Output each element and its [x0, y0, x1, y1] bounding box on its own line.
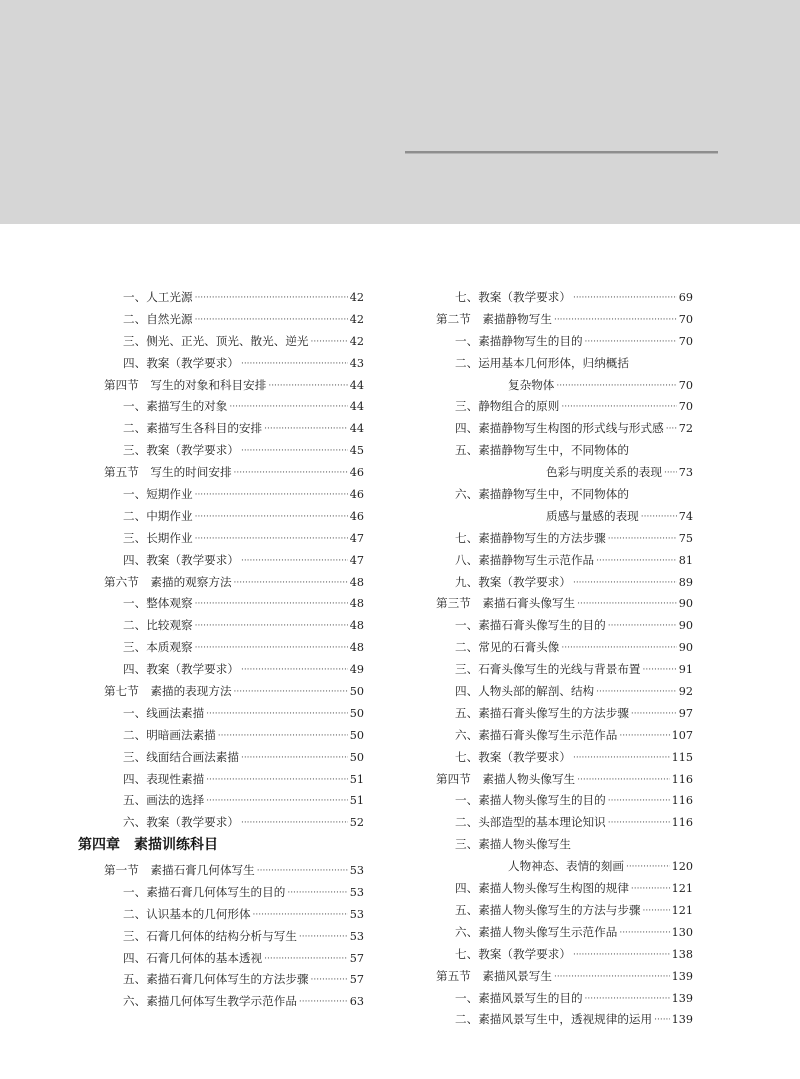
toc-page-number: 46: [349, 509, 364, 523]
dot-leader: [554, 310, 677, 332]
toc-entry-label: 第五节 写生的时间安排: [104, 465, 232, 480]
toc-entry-label: 九、教案（教学要求）: [455, 574, 571, 589]
dot-leader: [554, 967, 670, 989]
toc-entry-label: 二、常见的石膏头像: [455, 640, 560, 655]
toc-entry[interactable]: [436, 484, 693, 506]
toc-entry-label: 六、素描石膏头像写生示范作品: [455, 727, 618, 742]
toc-section-entry[interactable]: [104, 572, 364, 594]
toc-entry-label: 第四节 写生的对象和科目安排: [104, 377, 267, 392]
toc-entry[interactable]: [436, 1009, 693, 1031]
dot-leader: [596, 551, 677, 573]
dot-leader: [561, 397, 676, 419]
toc-page-number: 139: [671, 1013, 693, 1027]
toc-page-number: 42: [349, 334, 364, 348]
dot-leader: [299, 927, 348, 949]
dot-leader: [195, 310, 348, 332]
toc-entry[interactable]: [436, 812, 693, 834]
toc-entry-label: 三、教案（教学要求）: [123, 443, 239, 458]
toc-entry-label: 一、素描静物写生的目的: [455, 333, 583, 348]
toc-entry[interactable]: [104, 637, 364, 659]
dot-leader: [573, 748, 670, 770]
toc-page-number: 48: [349, 575, 364, 589]
toc-entry[interactable]: [436, 615, 693, 637]
dot-leader: [619, 726, 669, 748]
toc-page-number: 107: [671, 728, 693, 742]
toc-entry-label: 二、中期作业: [123, 508, 193, 523]
toc-section-entry[interactable]: [436, 966, 693, 988]
toc-entry-label: 三、静物组合的原则: [455, 399, 560, 414]
toc-section-entry[interactable]: [104, 375, 364, 397]
dot-leader: [654, 1010, 670, 1032]
toc-entry-label: 质感与量感的表现: [546, 508, 639, 523]
toc-page-number: 53: [349, 885, 364, 899]
toc-entry[interactable]: [104, 969, 364, 991]
toc-section-entry[interactable]: [104, 681, 364, 703]
toc-entry-label: 一、线画法素描: [123, 705, 205, 720]
dot-leader: [241, 551, 348, 573]
toc-entry-label: 三、线面结合画法素描: [123, 749, 239, 764]
toc-entry[interactable]: [104, 331, 364, 353]
dot-leader: [253, 905, 348, 927]
toc-entry-label: 八、素描静物写生示范作品: [455, 552, 595, 567]
toc-entry-label: 二、素描写生各科目的安排: [123, 421, 263, 436]
dot-leader: [608, 813, 670, 835]
toc-entry-label: 五、素描人物头像写生的方法与步骤: [455, 902, 641, 917]
toc-page-number: 81: [678, 553, 693, 567]
dot-leader: [234, 463, 348, 485]
dot-leader: [643, 660, 677, 682]
dot-leader: [585, 332, 677, 354]
toc-page-number: 45: [349, 444, 364, 458]
toc-page-number: 115: [671, 750, 693, 764]
toc-entry[interactable]: [104, 991, 364, 1013]
dot-leader: [195, 529, 348, 551]
toc-entry-label: 七、教案（教学要求）: [455, 749, 571, 764]
toc-page-number: 91: [678, 663, 693, 677]
toc-left-column-chapter4: [104, 860, 364, 1013]
toc-entry-label: 一、短期作业: [123, 487, 193, 502]
toc-entry-label: 第七节 素描的表现方法: [104, 684, 232, 699]
toc-entry-label: 一、整体观察: [123, 596, 193, 611]
toc-left-column: [104, 287, 364, 834]
dot-leader: [585, 989, 670, 1011]
toc-page-number: 72: [678, 422, 693, 436]
toc-entry[interactable]: [436, 725, 693, 747]
dot-leader: [666, 419, 677, 441]
toc-page-number: 46: [349, 488, 364, 502]
toc-entry[interactable]: [104, 418, 364, 440]
toc-entry[interactable]: [104, 593, 364, 615]
toc-page-number: 50: [349, 685, 364, 699]
toc-entry-label: 七、教案（教学要求）: [455, 290, 571, 304]
toc-page-number: 57: [349, 973, 364, 987]
toc-page-number: 48: [349, 641, 364, 655]
dot-leader: [241, 441, 348, 463]
toc-page-number: 130: [671, 925, 693, 939]
toc-page-number: 70: [678, 400, 693, 414]
dot-leader: [234, 682, 348, 704]
toc-entry[interactable]: [436, 528, 693, 550]
toc-entry-label: 二、素描风景写生中，透视规律的运用: [455, 1012, 653, 1027]
toc-entry[interactable]: [104, 440, 364, 462]
dot-leader: [206, 704, 348, 726]
toc-entry-label: 二、认识基本的几何形体: [123, 906, 251, 921]
toc-page-number: 52: [349, 816, 364, 830]
toc-entry-label: 复杂物体: [508, 377, 555, 392]
dot-leader: [631, 879, 670, 901]
toc-page-number: 70: [678, 312, 693, 326]
toc-entry[interactable]: [436, 353, 693, 375]
toc-entry[interactable]: [436, 462, 693, 484]
dot-leader: [311, 970, 348, 992]
toc-entry-label: 第五节 素描风景写生: [436, 968, 552, 983]
toc-page-number: 73: [678, 466, 693, 480]
dot-leader: [195, 616, 348, 638]
toc-section-entry[interactable]: [436, 309, 693, 331]
dot-leader: [218, 726, 348, 748]
toc-entry-label: 三、石膏几何体的结构分析与写生: [123, 928, 297, 943]
toc-entry[interactable]: [104, 396, 364, 418]
toc-page-number: 97: [678, 706, 693, 720]
toc-entry[interactable]: [436, 703, 693, 725]
toc-page-number: 50: [349, 728, 364, 742]
toc-section-entry[interactable]: [104, 860, 364, 882]
toc-entry[interactable]: [436, 637, 693, 659]
toc-entry-label: 五、素描静物写生中，不同物体的: [455, 443, 629, 458]
toc-entry[interactable]: [436, 856, 693, 878]
toc-entry-label: 四、石膏几何体的基本透视: [123, 950, 263, 965]
toc-entry-label: 六、素描几何体写生教学示范作品: [123, 994, 297, 1009]
dot-leader: [268, 376, 347, 398]
toc-entry[interactable]: [436, 900, 693, 922]
toc-page-number: 116: [671, 794, 693, 808]
dot-leader: [311, 332, 348, 354]
toc-page-number: 44: [349, 400, 364, 414]
toc-entry-label: 六、素描静物写生中，不同物体的: [455, 487, 629, 502]
dot-leader: [641, 507, 677, 529]
toc-entry[interactable]: [436, 572, 693, 594]
dot-leader: [573, 573, 677, 595]
toc-entry[interactable]: [436, 878, 693, 900]
toc-page-number: 90: [678, 619, 693, 633]
toc-page-number: 116: [671, 816, 693, 830]
chapter-title: 第四章 素描训练科目: [78, 837, 218, 853]
toc-entry-label: 三、长期作业: [123, 530, 193, 545]
dot-leader: [241, 748, 348, 770]
toc-page-number: 90: [678, 597, 693, 611]
toc-section-entry[interactable]: [436, 593, 693, 615]
toc-page-number: 44: [349, 422, 364, 436]
toc-entry[interactable]: [104, 528, 364, 550]
toc-page-number: 50: [349, 750, 364, 764]
toc-page-number: 121: [671, 903, 693, 917]
dot-leader: [577, 770, 670, 792]
toc-entry[interactable]: [436, 922, 693, 944]
dot-leader: [195, 594, 348, 616]
toc-entry-label: 三、侧光、正光、顶光、散光、逆光: [123, 333, 309, 348]
toc-entry-label: 第六节 素描的观察方法: [104, 574, 232, 589]
toc-entry[interactable]: [436, 418, 693, 440]
toc-page-number: 42: [349, 291, 364, 304]
toc-entry-label: 四、素描人物头像写生构图的规律: [455, 881, 629, 896]
toc-entry-label: 五、素描石膏头像写生的方法步骤: [455, 705, 629, 720]
toc-section-entry[interactable]: [436, 769, 693, 791]
toc-entry-label: 四、人物头部的解剖、结构: [455, 684, 595, 699]
toc-entry[interactable]: [104, 659, 364, 681]
dot-leader: [195, 638, 348, 660]
toc-page-number: 74: [678, 509, 693, 523]
dot-leader: [573, 945, 670, 967]
dot-leader: [234, 573, 348, 595]
dot-leader: [608, 616, 677, 638]
toc-entry-label: 四、素描静物写生构图的形式线与形式感: [455, 421, 664, 436]
dot-leader: [561, 638, 676, 660]
toc-entry[interactable]: [104, 725, 364, 747]
dot-leader: [206, 791, 348, 813]
toc-entry-label: 六、教案（教学要求）: [123, 815, 239, 830]
toc-entry-label: 二、运用基本几何形体，归纳概括: [455, 355, 629, 370]
dot-leader: [287, 883, 347, 905]
toc-page-number: 116: [671, 772, 693, 786]
toc-entry-label: 人物神态、表情的刻画: [508, 859, 624, 874]
toc-page-number: 53: [349, 864, 364, 877]
header-band: [0, 0, 800, 224]
toc-entry[interactable]: [436, 834, 693, 856]
toc-page-number: 75: [678, 531, 693, 545]
dot-leader: [195, 507, 348, 529]
toc-page-number: 44: [349, 378, 364, 392]
toc-entry[interactable]: [436, 287, 693, 309]
dot-leader: [643, 901, 670, 923]
toc-page-number: 139: [671, 991, 693, 1005]
toc-entry-label: 二、明暗画法素描: [123, 727, 216, 742]
dot-leader: [195, 288, 348, 310]
dot-leader: [206, 770, 348, 792]
toc-page-number: 49: [349, 663, 364, 677]
toc-entry-label: 三、本质观察: [123, 640, 193, 655]
dot-leader: [596, 682, 677, 704]
dot-leader: [577, 594, 677, 616]
dot-leader: [299, 992, 348, 1014]
toc-page-number: 89: [678, 575, 693, 589]
toc-entry-label: 四、教案（教学要求）: [123, 662, 239, 677]
toc-page-number: 42: [349, 312, 364, 326]
dot-leader: [264, 419, 348, 441]
toc-entry[interactable]: [104, 353, 364, 375]
toc-entry[interactable]: [436, 944, 693, 966]
toc-entry-label: 第二节 素描静物写生: [436, 311, 552, 326]
toc-entry[interactable]: [436, 375, 693, 397]
toc-page-number: 43: [349, 356, 364, 370]
toc-entry-label: 第一节 素描石膏几何体写生: [104, 863, 255, 877]
toc-entry[interactable]: [104, 904, 364, 926]
toc-entry-label: 五、画法的选择: [123, 793, 205, 808]
toc-entry[interactable]: [436, 550, 693, 572]
dot-leader: [195, 485, 348, 507]
toc-entry-label: 二、比较观察: [123, 618, 193, 633]
toc-entry[interactable]: [436, 790, 693, 812]
toc-page-number: 47: [349, 531, 364, 545]
dot-leader: [573, 288, 677, 310]
toc-entry[interactable]: [436, 659, 693, 681]
toc-entry[interactable]: [104, 882, 364, 904]
toc-entry[interactable]: [436, 440, 693, 462]
toc-entry[interactable]: [436, 331, 693, 353]
dot-leader: [619, 923, 669, 945]
dot-leader: [608, 529, 677, 551]
toc-entry-label: 色彩与明度关系的表现: [546, 465, 662, 480]
toc-entry[interactable]: [436, 506, 693, 528]
toc-page-number: 90: [678, 641, 693, 655]
toc-page-number: 47: [349, 553, 364, 567]
toc-entry-label: 七、素描静物写生的方法步骤: [455, 530, 606, 545]
toc-entry-label: 三、素描人物头像写生: [455, 837, 571, 852]
toc-entry[interactable]: [436, 988, 693, 1010]
toc-entry[interactable]: [104, 769, 364, 791]
toc-page-number: 57: [349, 951, 364, 965]
toc-entry-label: 四、教案（教学要求）: [123, 552, 239, 567]
toc-entry[interactable]: [104, 926, 364, 948]
toc-entry-label: 六、素描人物头像写生示范作品: [455, 924, 618, 939]
toc-entry-label: 一、素描写生的对象: [123, 399, 228, 414]
toc-page-number: 139: [671, 969, 693, 983]
dot-leader: [664, 463, 677, 485]
toc-page-number: 63: [349, 995, 364, 1009]
toc-entry-label: 二、头部造型的基本理论知识: [455, 815, 606, 830]
toc-page-number: 70: [678, 334, 693, 348]
toc-page-number: 92: [678, 685, 693, 699]
toc-section-entry[interactable]: [104, 462, 364, 484]
toc-entry[interactable]: [104, 790, 364, 812]
toc-entry-label: 五、素描石膏几何体写生的方法步骤: [123, 972, 309, 987]
dot-leader: [626, 857, 670, 879]
toc-page-number: 50: [349, 706, 364, 720]
toc-entry[interactable]: [104, 812, 364, 834]
toc-entry[interactable]: [104, 550, 364, 572]
dot-leader: [257, 861, 348, 883]
toc-entry-label: 一、素描石膏头像写生的目的: [455, 618, 606, 633]
dot-leader: [241, 813, 348, 835]
dot-leader: [264, 949, 348, 971]
toc-entry[interactable]: [104, 747, 364, 769]
toc-entry[interactable]: [104, 948, 364, 970]
dot-leader: [556, 376, 676, 398]
toc-entry-label: 第三节 素描石膏头像写生: [436, 596, 576, 611]
toc-page-number: 51: [349, 772, 364, 786]
toc-page-number: 70: [678, 378, 693, 392]
toc-entry[interactable]: [436, 396, 693, 418]
toc-right-column: [436, 287, 693, 1031]
toc-entry[interactable]: [104, 484, 364, 506]
toc-entry[interactable]: [436, 681, 693, 703]
toc-entry[interactable]: [104, 703, 364, 725]
toc-entry[interactable]: [436, 747, 693, 769]
header-rule: [405, 151, 718, 154]
toc-entry-label: 四、表现性素描: [123, 771, 205, 786]
toc-entry[interactable]: [104, 615, 364, 637]
toc-entry-label: 七、教案（教学要求）: [455, 946, 571, 961]
dot-leader: [631, 704, 677, 726]
toc-page-number: 120: [671, 860, 693, 874]
toc-entry[interactable]: [104, 309, 364, 331]
toc-page-number: 53: [349, 929, 364, 943]
toc-entry[interactable]: [104, 287, 364, 309]
toc-entry-label: 三、石膏头像写生的光线与背景布置: [455, 662, 641, 677]
dot-leader: [241, 354, 348, 376]
toc-entry-label: 第四节 素描人物头像写生: [436, 771, 576, 786]
toc-page-number: 46: [349, 466, 364, 480]
toc-entry-label: 一、素描风景写生的目的: [455, 990, 583, 1005]
dot-leader: [241, 660, 348, 682]
toc-entry-label: 四、教案（教学要求）: [123, 355, 239, 370]
toc-entry-label: 二、自然光源: [123, 311, 193, 326]
toc-entry-label: 一、人工光源: [123, 290, 193, 304]
toc-page-number: 69: [678, 291, 693, 304]
toc-page-number: 138: [671, 947, 693, 961]
toc-page-number: 48: [349, 619, 364, 633]
toc-page-number: 53: [349, 907, 364, 921]
toc-entry-label: 一、素描石膏几何体写生的目的: [123, 884, 286, 899]
toc-page-number: 48: [349, 597, 364, 611]
toc-entry-label: 一、素描人物头像写生的目的: [455, 793, 606, 808]
toc-page-number: 121: [671, 882, 693, 896]
dot-leader: [229, 397, 347, 419]
toc-page-number: 51: [349, 794, 364, 808]
dot-leader: [608, 791, 670, 813]
toc-entry[interactable]: [104, 506, 364, 528]
